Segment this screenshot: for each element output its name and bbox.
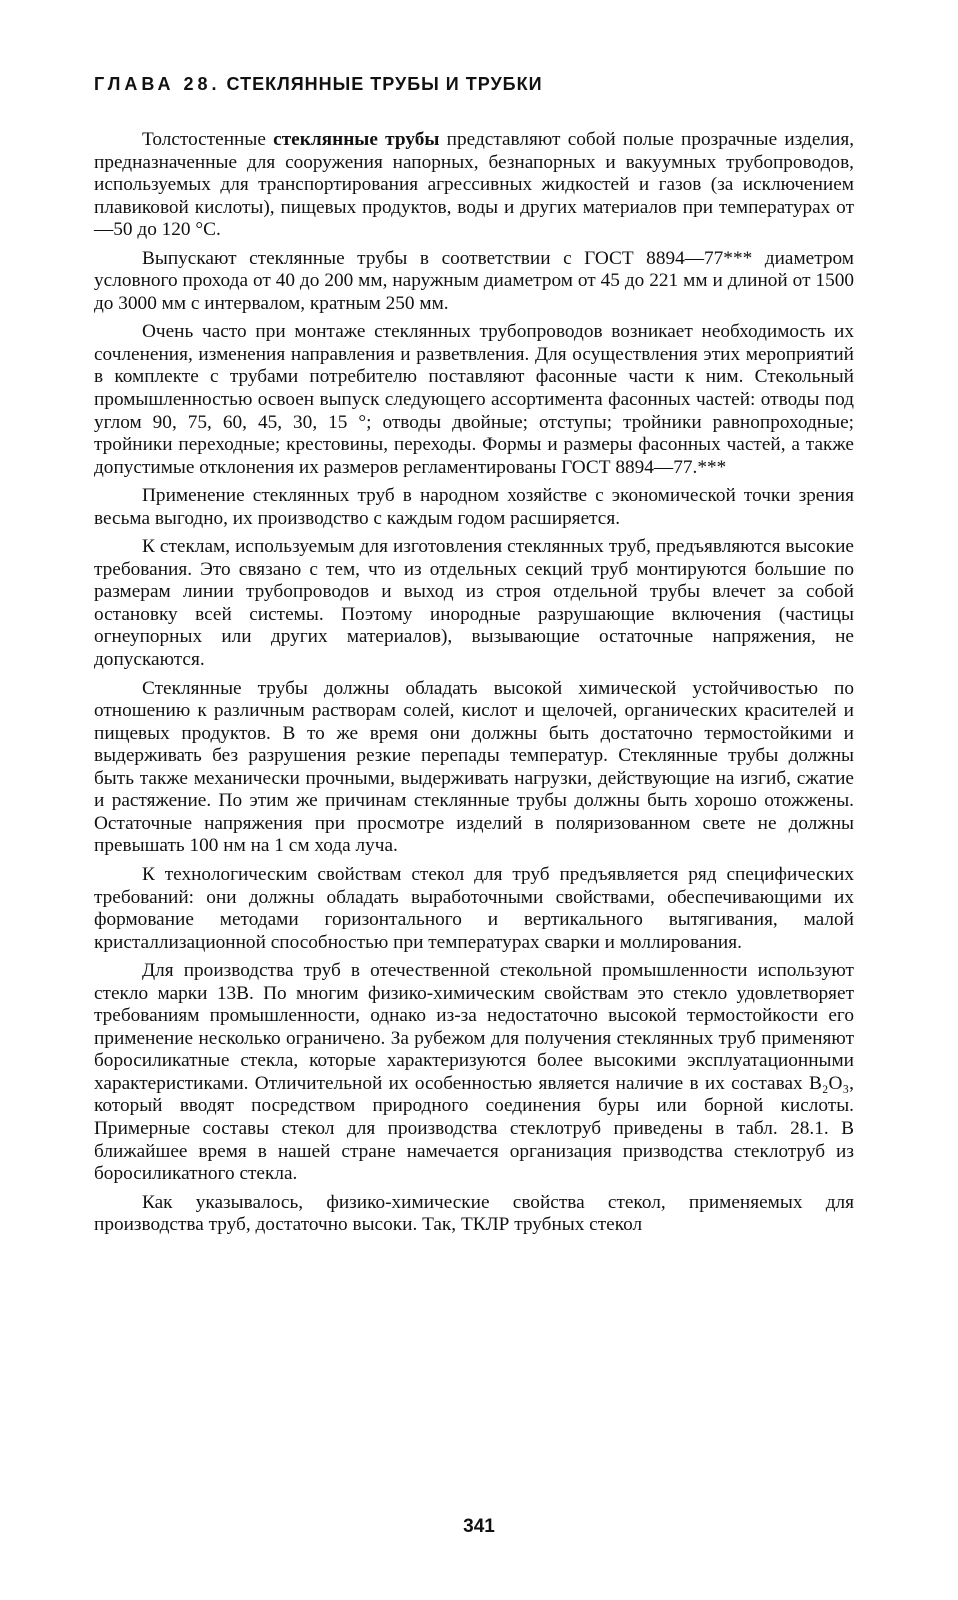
paragraph: Стеклянные трубы должны обладать высокой химической устойчивостью по отношению к различным растворам солей, кислот и щелочей, органических красителей и пищевых продуктов. В то же время они должны быть достаточно термостойкими и выдерживать без разрушения резкие перепады температур. Стеклянные трубы должны быть также механически прочными, выдерживать нагрузки, действующие на изгиб, сжатие и растяжение. По этим же причинам стеклянные трубы должны быть хорошо отожжены. Остаточные напряжения при просмотре изделий в поляризованном свете не должны превышать 100 нм на 1 см хода луча. bbox=[94, 677, 854, 857]
chapter-number: ГЛАВА 28. bbox=[94, 74, 221, 94]
paragraph: К технологическим свойствам стекол для труб предъявляется ряд специфических требований: они должны обладать выработочными свойствами, обеспечивающими их формование методами горизонтального и вертикального вытягивания, малой кристаллизационной способностью при температурах сварки и моллирования. bbox=[94, 863, 854, 953]
paragraph bbox=[94, 129, 854, 242]
paragraph-text: представляют собой полые прозрачные изделия, предназначенные для сооружения напорных, безнапорных и вакуумных трубопроводов, используемых для транспортирования агрессивных жидкостей и газов (за исключением плавиковой кислоты), пищевых продуктов, воды и других материалов при температурах от —50 до 120 °С. bbox=[94, 129, 855, 241]
paragraph: Очень часто при монтаже стеклянных трубопроводов возникает необходимость их сочленения, изменения направления и разветвления. Для осуществления этих мероприятий в комплекте с трубами потребителю поставляют фасонные части к ним. Стекольный промышленностью освоен выпуск следующего ассортимента фасонных частей: отводы под углом 90, 75, 60, 45, 30, 15 °; отводы двойные; отступы; тройники равнопроходные; тройники переходные; крестовины, переходы. Формы и размеры фасонных частей, а также допустимые отклонения их размеров регламентированы ГОСТ 8894—77.*** bbox=[94, 321, 854, 478]
page-number: 341 bbox=[463, 1516, 495, 1537]
body-text bbox=[94, 129, 854, 1237]
chapter-title: СТЕКЛЯННЫЕ ТРУБЫ И ТРУБКИ bbox=[226, 74, 543, 94]
paragraph: Как указывалось, физико-химические свойства стекол, применяемых для производства труб, достаточно высоки. Так, ТКЛР трубных стекол bbox=[94, 1191, 854, 1236]
paragraph: К стеклам, используемым для изготовления стеклянных труб, предъявляются высокие требования. Это связано с тем, что из отдельных секций труб монтируются большие по размерам линии трубопроводов и выход из строя отдельной трубы влечет за собой остановку всей системы. Поэтому инородные разрушающие включения (частицы огнеупорных или других материалов), вызывающие остаточные напряжения, не допускаются. bbox=[94, 536, 854, 671]
paragraph: Выпускают стеклянные трубы в соответствии с ГОСТ 8894—77*** диаметром условного прохода от 40 до 200 мм, наружным диаметром от 45 до 221 мм и длиной от 1500 до 3000 мм с интервалом, кратным 250 мм. bbox=[94, 247, 854, 314]
paragraph: Применение стеклянных труб в народном хозяйстве с экономической точки зрения весьма выгодно, их производство с каждым годом расширяется. bbox=[94, 485, 854, 529]
term-bold: стеклянные трубы bbox=[273, 129, 440, 150]
paragraph: Для производства труб в отечественной стекольной промышленности используют стекло марки 13В. По многим физико-химическим свойствам это стекло удовлетворяет требованиям промышленности, однако из-за недостаточно высокой термостойкости его применение несколько ограничено. За рубежом для получения стеклянных труб применяют боросиликатные стекла, которые характеризуются более высокими эксплуатационными характеристиками. Отличительной их особенностью является наличие в их составах B₂O₃, который вводят посредством природного соединения буры или борной кислоты. Примерные составы стекол для производства стеклотруб приведены в табл. 28.1. В ближайшее время в нашей стране намечается организация призводства стеклотруб из боросиликатного стекла. bbox=[94, 960, 854, 1185]
chapter-heading bbox=[94, 74, 854, 95]
paragraph-text: Толстостенные bbox=[142, 129, 274, 150]
